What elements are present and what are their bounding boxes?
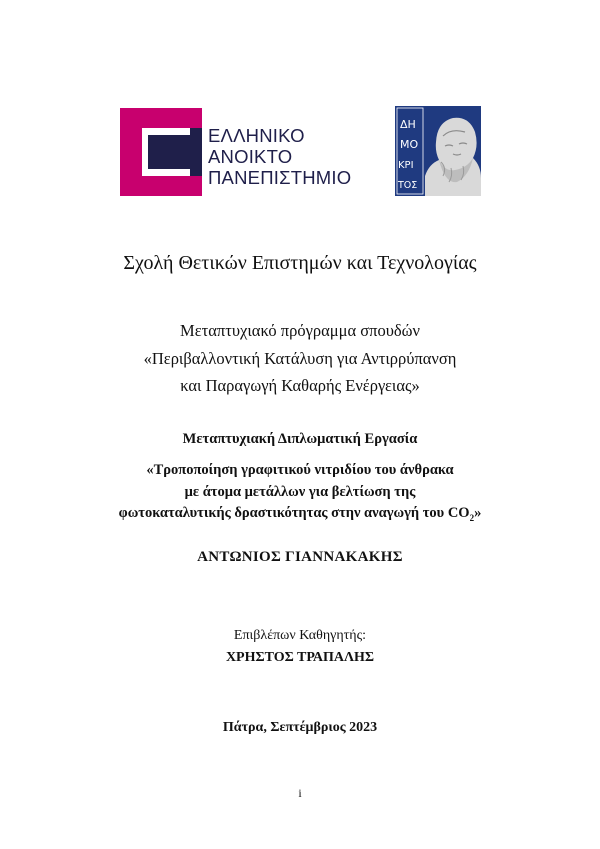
svg-text:ΚΡΙ: ΚΡΙ bbox=[398, 160, 414, 171]
closing-quote: » bbox=[474, 505, 482, 521]
svg-text:ΜΟ: ΜΟ bbox=[400, 138, 419, 151]
thesis-title bbox=[0, 460, 600, 529]
democritus-logo bbox=[395, 106, 481, 196]
svg-text:ΤΟΣ: ΤΟΣ bbox=[398, 180, 418, 191]
program-block bbox=[0, 317, 600, 400]
thesis-label: Μεταπτυχιακή Διπλωματική Εργασία bbox=[182, 431, 418, 447]
supervisor-label: Επιβλέπων Καθηγητής: bbox=[233, 628, 367, 643]
hou-logo bbox=[120, 108, 350, 196]
hou-logo-mark bbox=[120, 108, 202, 196]
thesis-title-line: «Τροποποίηση γραφιτικού νιτριδίου του άνθρακα bbox=[146, 462, 454, 478]
program-line: Μεταπτυχιακό πρόγραμμα σπουδών bbox=[180, 321, 420, 340]
subscript-two: 2 bbox=[469, 512, 475, 523]
svg-text:ΔΗ: ΔΗ bbox=[400, 118, 416, 131]
hou-logo-text bbox=[208, 125, 351, 188]
thesis-title-text: φωτοκαταλυτικής δραστικότητας στην αναγωγή του CO bbox=[118, 505, 470, 521]
program-line: και Παραγωγή Καθαρής Ενέργειας» bbox=[180, 376, 420, 395]
hou-logo-line: ΠΑΝΕΠΙΣΤΗΜΙΟ bbox=[208, 167, 352, 188]
place-date: Πάτρα, Σεπτέμβριος 2023 bbox=[222, 720, 378, 735]
hou-logo-line: ΕΛΛΗΝΙΚΟ bbox=[208, 125, 305, 146]
supervisor-name: ΧΡΗΣΤΟΣ ΤΡΑΠΑΛΗΣ bbox=[225, 650, 375, 665]
thesis-title-line: με άτομα μετάλλων για βελτίωση της bbox=[184, 483, 416, 500]
thesis-title-line bbox=[0, 503, 600, 529]
hou-logo-line: ΑΝΟΙΚΤΟ bbox=[208, 146, 293, 167]
school-name: Σχολή Θετικών Επιστημών και Τεχνολογίας bbox=[123, 252, 477, 274]
page-number: i bbox=[298, 786, 302, 800]
author-name: ΑΝΤΩΝΙΟΣ ΓΙΑΝΝΑΚΑΚΗΣ bbox=[197, 549, 403, 565]
program-line: «Περιβαλλοντική Κατάλυση για Αντιρρύπανση bbox=[143, 348, 457, 368]
